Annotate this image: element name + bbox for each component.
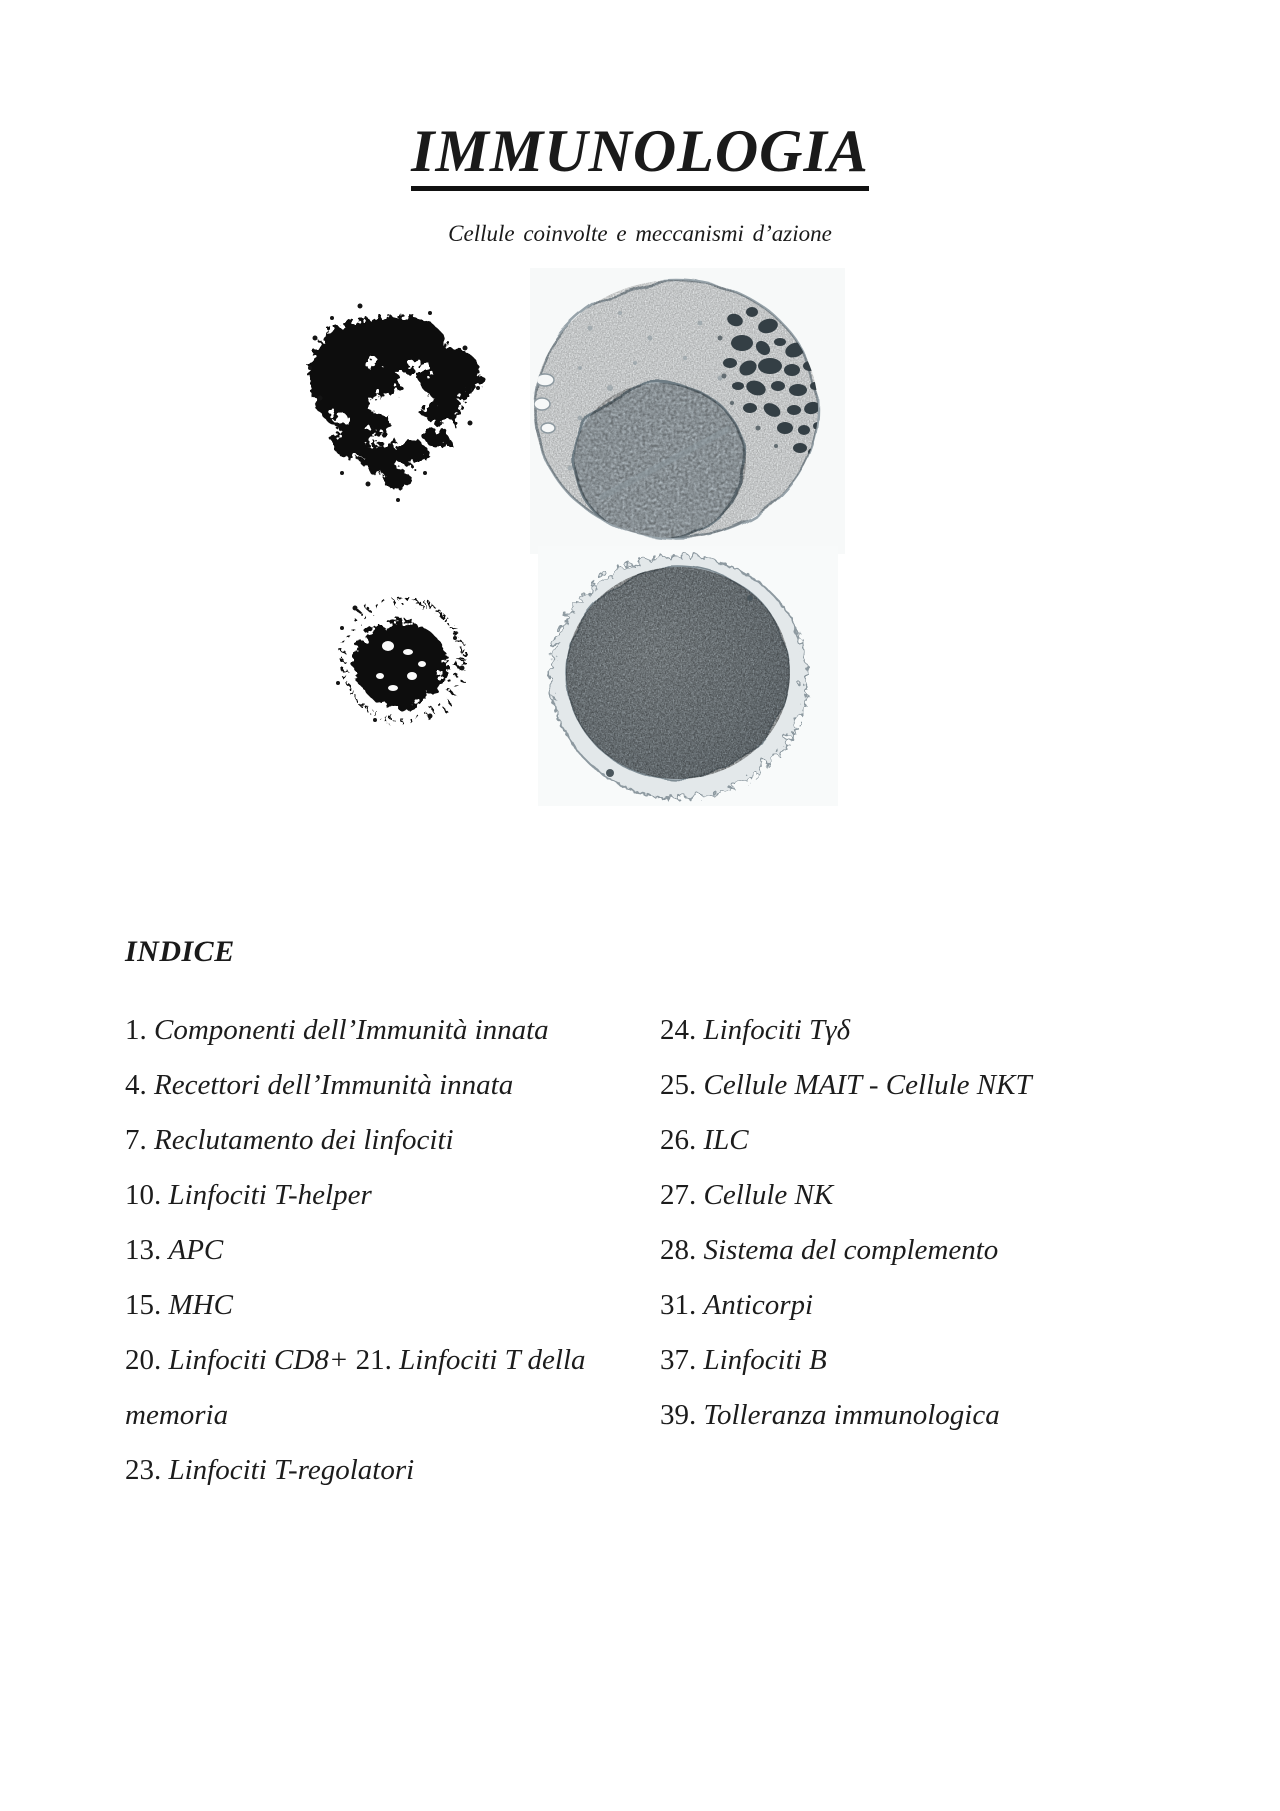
index-item-number: 20. <box>125 1344 169 1376</box>
index-item-number: 15. <box>125 1289 169 1321</box>
index-item-text: Linfociti T-regolatori <box>168 1454 415 1486</box>
index-item <box>660 1003 1080 1058</box>
index-item-number: 21. <box>355 1344 400 1376</box>
index-item-number: 39. <box>660 1399 704 1431</box>
index-item <box>125 1333 622 1443</box>
index-item-number: 1. <box>125 1014 154 1046</box>
index-item-number: 27. <box>660 1179 704 1211</box>
cell-micrographs-canvas <box>280 268 845 813</box>
index-item-text: Cellule NK <box>703 1179 834 1211</box>
index-item-text: ILC <box>703 1124 749 1156</box>
index-left-column <box>125 1003 622 1498</box>
index-item-number: 23. <box>125 1454 169 1486</box>
index-item-number: 31. <box>660 1289 704 1321</box>
page-title-text: IMMUNOLOGIA <box>411 120 869 191</box>
index-item-number: 37. <box>660 1344 704 1376</box>
index-item-text: Recettori dell’Immunità innata <box>154 1069 514 1101</box>
index-item <box>660 1168 1080 1223</box>
index-right-column <box>660 1003 1080 1498</box>
index-item-text: Linfociti Tγδ <box>703 1014 851 1046</box>
index-item-text: Linfociti T della memoria <box>125 1344 586 1431</box>
index-item <box>125 1443 622 1498</box>
index-item <box>660 1278 1080 1333</box>
index-item-number: 26. <box>660 1124 704 1156</box>
index-item-number: 25. <box>660 1069 704 1101</box>
index-item-number: 4. <box>125 1069 154 1101</box>
index-item-number: 24. <box>660 1014 704 1046</box>
index-item-text: APC <box>168 1234 224 1266</box>
index-item <box>125 1003 622 1058</box>
index-item-text: Tolleranza immunologica <box>703 1399 1000 1431</box>
index-item-number: 10. <box>125 1179 169 1211</box>
index-item-text: Componenti dell’Immunità innata <box>154 1014 549 1046</box>
index-item-text: MHC <box>168 1289 233 1321</box>
index-item-text: Linfociti B <box>703 1344 827 1376</box>
index-heading: INDICE <box>125 935 235 968</box>
index-item <box>125 1223 622 1278</box>
index-item <box>125 1278 622 1333</box>
page-title <box>0 0 1280 191</box>
index-item <box>660 1388 1080 1443</box>
index-item-number: 7. <box>125 1124 154 1156</box>
cell-micrograph-bottom-left <box>336 600 465 722</box>
index-item <box>125 1113 622 1168</box>
index-item-number: 28. <box>660 1234 704 1266</box>
index-item-text: Sistema del complemento <box>703 1234 999 1266</box>
cell-micrographs-figure <box>280 268 845 813</box>
index-item <box>660 1223 1080 1278</box>
index-item <box>125 1058 622 1113</box>
index-item-text: Reclutamento dei linfociti <box>154 1124 454 1156</box>
index-item <box>660 1058 1080 1113</box>
index-item-text: Anticorpi <box>703 1289 814 1321</box>
cell-micrograph-bottom-right <box>547 552 803 794</box>
cell-micrograph-top-left <box>308 304 480 503</box>
index-item <box>125 1168 622 1223</box>
index-item-number: 13. <box>125 1234 169 1266</box>
index-item-text: Cellule MAIT - Cellule NKT <box>703 1069 1032 1101</box>
index-item <box>660 1113 1080 1168</box>
index-item-text: Linfociti T-helper <box>168 1179 372 1211</box>
page-subtitle: Cellule coinvolte e meccanismi d’azione <box>448 221 832 246</box>
index <box>125 1003 1280 1498</box>
index-item-text: Linfociti CD8+ <box>168 1344 356 1376</box>
index-item <box>660 1333 1080 1388</box>
